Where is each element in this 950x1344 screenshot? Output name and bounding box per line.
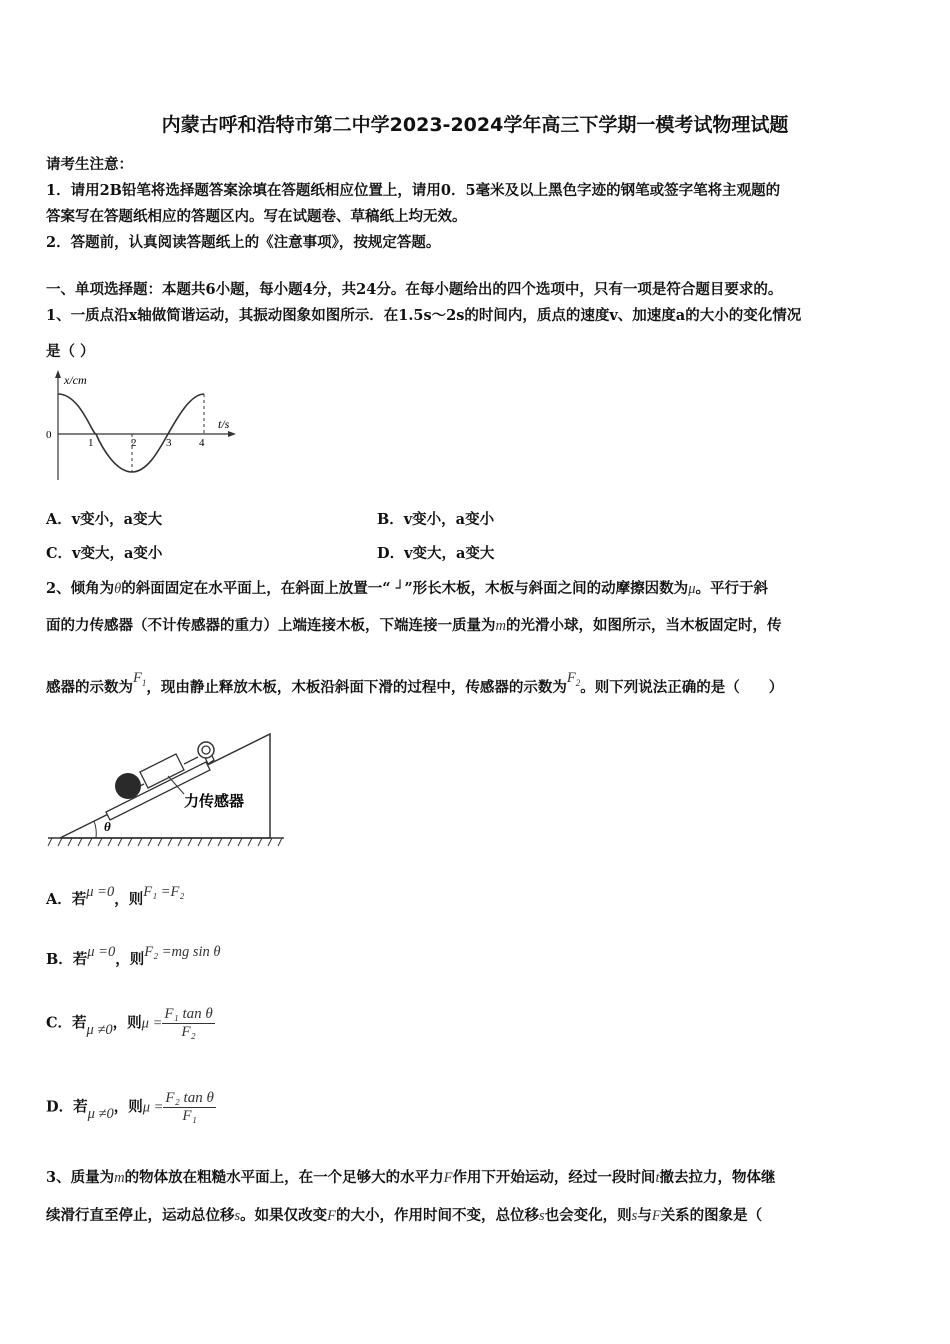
q2-incline-figure [48,720,288,850]
notice-heading: 请考生注意： [46,156,133,173]
section-heading: 一、单项选择题：本题共6小题，每小题4分，共24分。在每小题给出的四个选项中，只有一项是符合题目要求的。 [46,281,783,298]
q2-option-d: D．若μ ≠0，则μ = $\frac{\text{F₂ tan θ}}{\text{F₁}}$ [46,1090,214,1124]
q3-text-line1: 3、质量为m的物体放在粗糙水平面上，在一个足够大的水平力F作用下开始运动，经过一段时间t撤去拉力，物体继 [46,1169,776,1186]
graph-tick-3: 3 [166,437,172,449]
notice-line-1a: 1．请用2B铅笔将选择题答案涂填在答题纸相应位置上，请用0．5毫米及以上黑色字迹的钢笔或签字笔将主观题的 [46,182,781,199]
q1-option-a: A．v变小，a变大 [46,511,163,528]
sine-curve [58,394,204,472]
q1-option-b: B．v变小，a变小 [377,511,495,528]
page-title: 内蒙古呼和浩特市第二中学2023-2024学年高三下学期一模考试物理试题 [161,114,789,136]
q1-text-line2: 是（ ） [46,343,95,360]
q1-vibration-graph [40,368,240,488]
graph-xlabel: t/s [218,417,230,431]
graph-tick-1: 1 [88,437,94,449]
figure-angle: θ [104,819,111,834]
q2-option-c: C．若μ ≠0，则μ = $\frac{\text{F₁ tan θ}}{\text{F₂}}$ [46,1006,213,1040]
graph-origin: 0 [46,429,52,441]
pulley [198,742,214,758]
q2-text-line1: 2、倾角为θ的斜面固定在水平面上，在斜面上放置一“ ┘”形长木板，木板与斜面之间的动摩擦因数为μ。平行于斜 [46,580,768,597]
q1-text-line1: 1、一质点沿x轴做简谐运动，其振动图象如图所示．在1.5s～2s的时间内，质点的速度v、加速度a的大小的变化情况 [46,307,802,324]
q2-text-line2: 面的力传感器（不计传感器的重力）上端连接木板，下端连接一质量为m的光滑小球，如图所示，当木板固定时，传 [46,617,782,634]
notice-line-1b: 答案写在答题纸相应的答题区内。写在试题卷、草稿纸上均无效。 [46,208,467,225]
q2-option-a: A．若μ =0，则F₁ =F₂ [46,884,185,908]
q3-text-line2: 续滑行直至停止，运动总位移s。如果仅改变F的大小，作用时间不变，总位移s也会变化，则s与F关系的图象是（ [46,1207,763,1224]
graph-tick-4: 4 [199,437,205,449]
graph-tick-2: 2 [131,437,137,449]
q1-option-c: C．v变大，a变小 [46,545,163,562]
notice-line-2: 2．答题前，认真阅读答题纸上的《注意事项》，按规定答题。 [46,234,441,251]
q1-option-d: D．v变大，a变大 [377,545,495,562]
q2-text-line3: 感器的示数为$F_1$，现由静止释放木板，木板沿斜面下滑的过程中，传感器的示数为$F_2$。则下列说法正确的是（ ） [46,670,784,696]
graph-ylabel: x/cm [64,373,87,387]
q2-option-b: B．若μ =0，则F₂ =mg sin θ [46,944,221,968]
sensor-label: 力传感器 [184,792,245,810]
ball [115,773,141,799]
